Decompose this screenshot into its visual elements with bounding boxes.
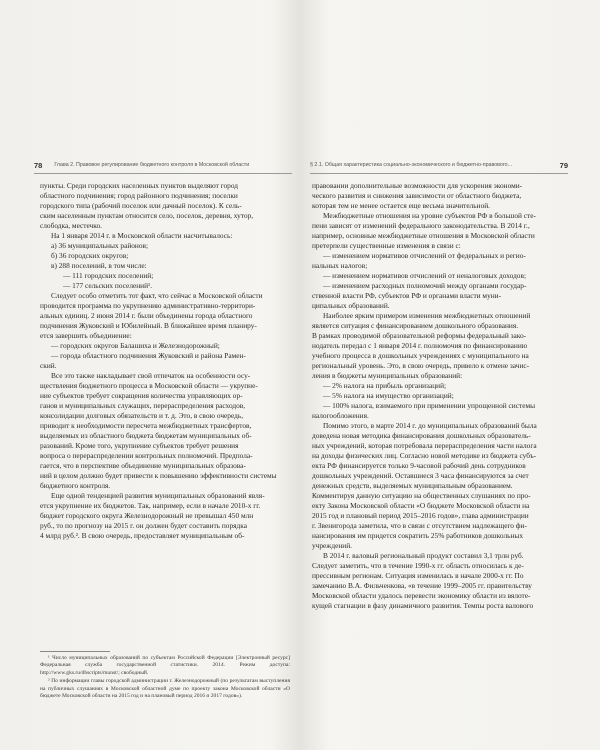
text-line: учебного процесса в дошкольных учреждениях с муниципального на	[312, 351, 529, 360]
text-line: налогообложения.	[312, 411, 369, 420]
text-line: — 111 городских поселений;	[63, 271, 154, 280]
left-page-number: 78	[34, 160, 43, 170]
right-running-head-text: § 2.1. Общая характеристика социально-экономического и бюджетно-правового...	[310, 162, 513, 168]
text-line: замечанию В.А. Фильченкова, «в течение 1999–2005 гг. правительству	[312, 581, 532, 590]
text-line: доведена новая методика финансирования дошкольных образователь-	[312, 431, 531, 440]
text-line: — изменением нормативов отчислений от неналоговых доходов;	[323, 271, 526, 280]
text-line: Комментируя данную ситуацию на общественных слушаниях по про-	[312, 491, 531, 500]
text-line: Наиболее ярким примером изменения межбюджетных отношений	[323, 311, 531, 320]
text-line: г. Звенигорода заметила, что в связи с отсутствием надлежащего фи-	[312, 521, 527, 530]
text-line: 4 млрд руб.². В свою очередь, предоставляет муниципальным об-	[40, 531, 245, 540]
text-line: ский.	[40, 361, 57, 370]
text-line: екта РФ финансируется только 9-часовой рабочий день сотрудников	[312, 461, 526, 470]
text-line: — 5% налога на имущество организаций;	[323, 391, 454, 400]
text-line: ским населенным пунктам относится село, поселок, деревня, хутор,	[40, 211, 254, 220]
text-line: ществления бюджетного процесса в Московской области — укрупне-	[40, 381, 258, 390]
text-line: пени зависят от изменений федерального законодательства. В 2014 г.,	[312, 221, 530, 230]
text-line: консолидации долговых обязательств и т. д. Это, в свою очередь,	[40, 411, 244, 420]
text-line: — города областного подчинения Жуковский и района Рамен-	[51, 351, 246, 360]
text-line: учреждений.	[312, 541, 352, 550]
text-line: городского типа (рабочий поселок или дачный поселок). К сель-	[40, 201, 242, 210]
text-line: ственной власти РФ, субъектов РФ и органами власти муни-	[312, 291, 502, 300]
text-line: слободка, местечко.	[40, 221, 102, 230]
text-line: выделяемых из областного бюджета бюджетам муниципальных об-	[40, 431, 252, 440]
right-body-text	[312, 181, 566, 611]
text-line: ных учреждений, которая потребовала перераспределения части налога	[312, 441, 537, 450]
text-line: пункты. Среди городских населенных пунктов выделяют город	[40, 181, 239, 190]
text-line: альных единиц. 2 июня 2014 г. были объединены города областного	[40, 311, 253, 320]
text-line: приводит к необходимости пересчета межбюджетных трансфертов,	[40, 421, 252, 430]
text-line: проводится программа по укрупнению административно-территори-	[40, 301, 256, 310]
text-line: подчинения Жуковский и Юбилейный. В ближайшее время планиру-	[40, 321, 257, 330]
text-line: — изменением нормативов отчислений от федеральных и регио-	[323, 251, 526, 260]
right-header-rule	[310, 173, 568, 174]
left-header-rule	[34, 173, 292, 174]
text-line: бюджет городского округа Железнодорожный не превышал 450 млн	[40, 511, 254, 520]
left-running-head	[34, 157, 292, 173]
text-line: — городских округов Балашиха и Железнодорожный;	[51, 341, 220, 350]
text-line: на доходы физических лиц. Согласно новой методике из бюджета субъ-	[312, 451, 537, 460]
text-line: кущей стагнации в фазу динамичного развития. Темпы роста валового	[312, 601, 534, 610]
text-line: вопроса о перераспределении контрольных полномочий. Предпола-	[40, 451, 253, 460]
text-line: На 1 января 2014 г. в Московской области насчитывалось:	[51, 231, 233, 240]
text-line: например, основные межбюджетные отношения в Московской области	[312, 231, 535, 240]
text-line: гается, что в перспективе объединение муниципальных образова-	[40, 461, 246, 470]
text-line: является ситуация с финансированием дошкольного образования.	[312, 321, 519, 330]
left-body-text	[40, 181, 290, 541]
text-line: бюджетного контроля.	[40, 481, 111, 490]
text-line: — 2% налога на прибыль организаций;	[323, 381, 447, 390]
text-line: а) 36 муниципальных районов;	[51, 241, 149, 250]
text-line: в) 288 поселений, в том числе:	[51, 261, 147, 270]
text-line: 2015 год и плановый период 2015–2016 годов», глава администрации	[312, 511, 529, 520]
text-line: ципальных образований.	[312, 301, 390, 310]
text-line: екту Закона Московской области «О бюджете Московской области на	[312, 501, 530, 510]
text-line: Московской области удалось перевести экономику области из вялоте-	[312, 591, 531, 600]
text-line: ний в целом должно будет привести к повышению эффективности системы	[40, 471, 277, 480]
text-line: — 100% налога, взимаемого при применении упрощенной системы	[323, 401, 536, 410]
text-line: денежных средств, выделяемых муниципальным образованием.	[312, 481, 513, 490]
left-running-head-text: Глава 2. Правовое регулирование бюджетного контроля в Московской области	[54, 162, 250, 168]
text-line: нодатель передал с 1 января 2014 г. полномочия по финансированию	[312, 341, 528, 350]
text-line: ется укрупнение их бюджетов. Так, например, если в начале 2010-х гг.	[40, 501, 261, 510]
right-page-number: 79	[559, 160, 568, 170]
footnote: ¹ Число муниципальных образований по субъектам Российской Федерации [Электронный ресурс] Федеральная служба государственной статистики. 2014. Режим доступа: http://www.gks.ru/dbscripts/munst/; свободный.	[40, 655, 290, 676]
text-line: региональный уровень. Это, в свою очередь, привело к отмене зачис-	[312, 361, 530, 370]
text-line: разований. Кроме того, укрупнение субъектов требует решения	[40, 441, 239, 450]
right-page	[300, 0, 600, 750]
footnote-separator	[40, 651, 110, 652]
footnotes	[40, 655, 290, 701]
text-line: прессивным регионам. Ситуация изменилась в начале 2000-х гг. По	[312, 571, 524, 580]
text-line: нальных налогов;	[312, 261, 368, 270]
footnote: ² По информации главы городской администрации г. Железнодорожный (по результатам выступления на публичных слушаниях в Московской областной думе по проекту закона Московской области «О бюджете Московской области на 2015 год и на плановый период 2016 и 2017 годов»).	[40, 678, 290, 700]
text-line: Межбюджетные отношения на уровне субъектов РФ в большой сте-	[323, 211, 536, 220]
text-line: претерпели существенные изменения в связи с:	[312, 241, 461, 250]
text-line: В рамках проводимой образовательной реформы федеральный зако-	[312, 331, 527, 340]
text-line: нансирования им придется сократить 25% работников дошкольных	[312, 531, 524, 540]
text-line: б) 36 городских округов;	[51, 251, 129, 260]
text-line: Помимо этого, в марте 2014 г. до муниципальных образований была	[323, 421, 537, 430]
text-line: Следует особо отметить тот факт, что сейчас в Московской области	[51, 291, 263, 300]
text-line: ления в бюджеты муниципальных образований:	[312, 371, 463, 380]
text-line: Еще одной тенденцией развития муниципальных образований явля-	[51, 491, 265, 500]
text-line: ется завершить объединение:	[40, 331, 132, 340]
text-line: правовании дополнительные возможности для ускорения экономи-	[312, 181, 523, 190]
text-line: В 2014 г. валовый региональный продукт составил 3,1 трлн руб.	[323, 551, 524, 560]
text-line: ческого развития и снижения зависимости от областного бюджета,	[312, 191, 522, 200]
text-line: руб., то по прогнозу на 2015 г. он должен будет составить порядка	[40, 521, 247, 530]
text-line: дошкольных учреждений. Оставшиеся 3 часа финансируются за счет	[312, 471, 529, 480]
text-line: Все это также накладывает свой отпечаток на особенности осу-	[51, 371, 251, 380]
text-line: областного подчинения; город районного подчинения; поселки	[40, 191, 238, 200]
right-running-head	[310, 157, 568, 173]
text-line: — 177 сельских поселений¹.	[63, 281, 153, 290]
text-line: — изменением расходных полномочий между органами государ-	[323, 281, 527, 290]
text-line: ганов и муниципальных служащих, перераспределения расходов,	[40, 401, 246, 410]
text-line: которая тем не менее остается еще весьма значительной.	[312, 201, 491, 210]
text-line: Следует заметить, что в течение 1990-х гг. область относилась к де-	[312, 561, 524, 570]
text-line: ние субъектов требует сокращения количества управляющих ор-	[40, 391, 243, 400]
